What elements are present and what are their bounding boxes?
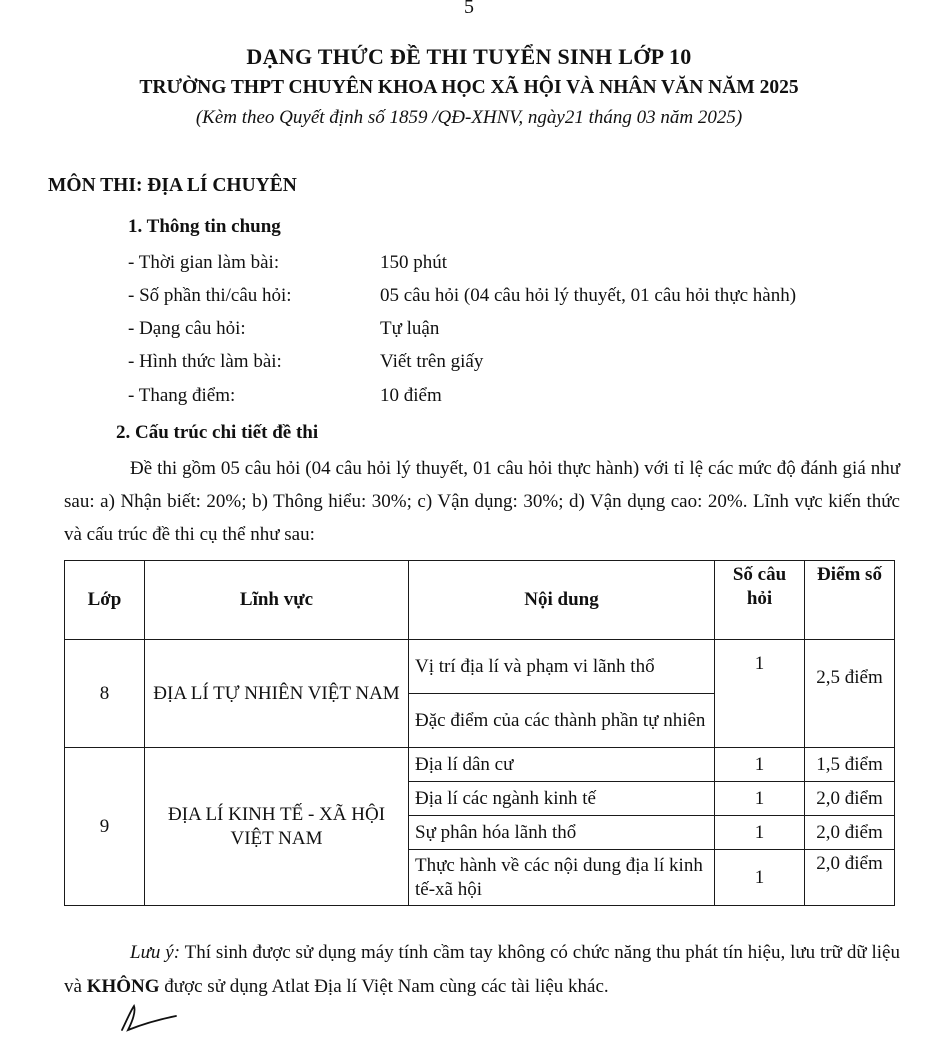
questions-cell: 1	[715, 850, 805, 906]
field-cell: ĐỊA LÍ KINH TẾ - XÃ HỘI VIỆT NAM	[145, 748, 409, 906]
header-content: Nội dung	[409, 561, 715, 640]
table-row	[65, 748, 895, 782]
info-value: 05 câu hỏi (04 câu hỏi lý thuyết, 01 câu hỏi thực hành)	[380, 285, 797, 306]
info-label: - Hình thức làm bài:	[128, 351, 282, 372]
note-paragraph	[64, 936, 900, 1004]
field-cell: ĐỊA LÍ TỰ NHIÊN VIỆT NAM	[145, 640, 409, 748]
table-row	[65, 640, 895, 694]
info-row-scale	[128, 385, 908, 413]
info-value: 150 phút	[380, 252, 448, 273]
table-header-row	[65, 561, 895, 640]
content-cell: Thực hành về các nội dung địa lí kinh tế-xã hội	[409, 850, 715, 906]
structure-paragraph: Đề thi gồm 05 câu hỏi (04 câu hỏi lý thuyết, 01 câu hỏi thực hành) với tỉ lệ các mức độ đánh giá như sau: a) Nhận biết: 20%; b) Thông hiểu: 30%; c) Vận dụng: 30%; d) Vận dụng cao: 20%. Lĩnh vực kiến thức và cấu trúc đề thi cụ thể như sau:	[64, 458, 900, 545]
content-cell: Vị trí địa lí và phạm vi lãnh thổ	[409, 640, 715, 694]
info-row-questions	[128, 285, 908, 313]
info-row-format	[128, 351, 908, 379]
decision-reference: (Kèm theo Quyết định số 1859 /QĐ-XHNV, ngày21 tháng 03 năm 2025)	[195, 107, 743, 128]
info-row-question-type	[128, 318, 908, 346]
info-value: Tự luận	[380, 318, 440, 339]
header-field: Lĩnh vực	[145, 561, 409, 640]
score-cell: 2,0 điểm	[805, 850, 895, 906]
content-cell: Địa lí dân cư	[409, 748, 715, 782]
score-cell: 1,5 điểm	[805, 748, 895, 782]
grade-cell: 8	[65, 640, 145, 748]
questions-cell: 1	[715, 782, 805, 816]
document-subtitle: TRƯỜNG THPT CHUYÊN KHOA HỌC XÃ HỘI VÀ NHÂN VĂN NĂM 2025	[139, 77, 799, 98]
structure-heading: 2. Cấu trúc chi tiết đề thi	[116, 422, 319, 443]
info-label: - Thang điểm:	[128, 385, 236, 406]
score-cell: 2,0 điểm	[805, 816, 895, 850]
header-questions: Số câu hỏi	[715, 561, 805, 640]
page-number: 5	[464, 0, 474, 18]
score-cell: 2,0 điểm	[805, 782, 895, 816]
subject-heading: MÔN THI: ĐỊA LÍ CHUYÊN	[48, 175, 297, 196]
exam-structure-table	[64, 560, 895, 906]
note-text-after: được sử dụng Atlat Địa lí Việt Nam cùng các tài liệu khác.	[159, 976, 609, 997]
info-label: - Dạng câu hỏi:	[128, 318, 246, 339]
general-info-heading: 1. Thông tin chung	[128, 216, 281, 237]
questions-cell: 1	[715, 748, 805, 782]
signature-initial	[116, 1000, 180, 1036]
content-cell: Đặc điểm của các thành phần tự nhiên	[409, 694, 715, 748]
score-cell: 2,5 điểm	[805, 640, 895, 748]
content-cell: Địa lí các ngành kinh tế	[409, 782, 715, 816]
info-label: - Số phần thi/câu hỏi:	[128, 285, 292, 306]
info-value: Viết trên giấy	[380, 351, 484, 372]
header-grade: Lớp	[65, 561, 145, 640]
content-cell: Sự phân hóa lãnh thổ	[409, 816, 715, 850]
info-row-duration	[128, 252, 908, 280]
document-title: DẠNG THỨC ĐỀ THI TUYỂN SINH LỚP 10	[246, 44, 692, 69]
grade-cell: 9	[65, 748, 145, 906]
note-emphasis: KHÔNG	[86, 976, 160, 997]
questions-cell: 1	[715, 816, 805, 850]
info-label: - Thời gian làm bài:	[128, 252, 280, 273]
info-value: 10 điểm	[380, 385, 442, 406]
note-text-before: Thí sinh được sử dụng máy tính cầm tay không có chức năng thu phát tín hiệu, lưu trữ dữ liệu và	[64, 942, 900, 997]
note-label: Lưu ý:	[130, 942, 181, 963]
questions-cell: 1	[715, 640, 805, 748]
header-score: Điểm số	[805, 561, 895, 640]
